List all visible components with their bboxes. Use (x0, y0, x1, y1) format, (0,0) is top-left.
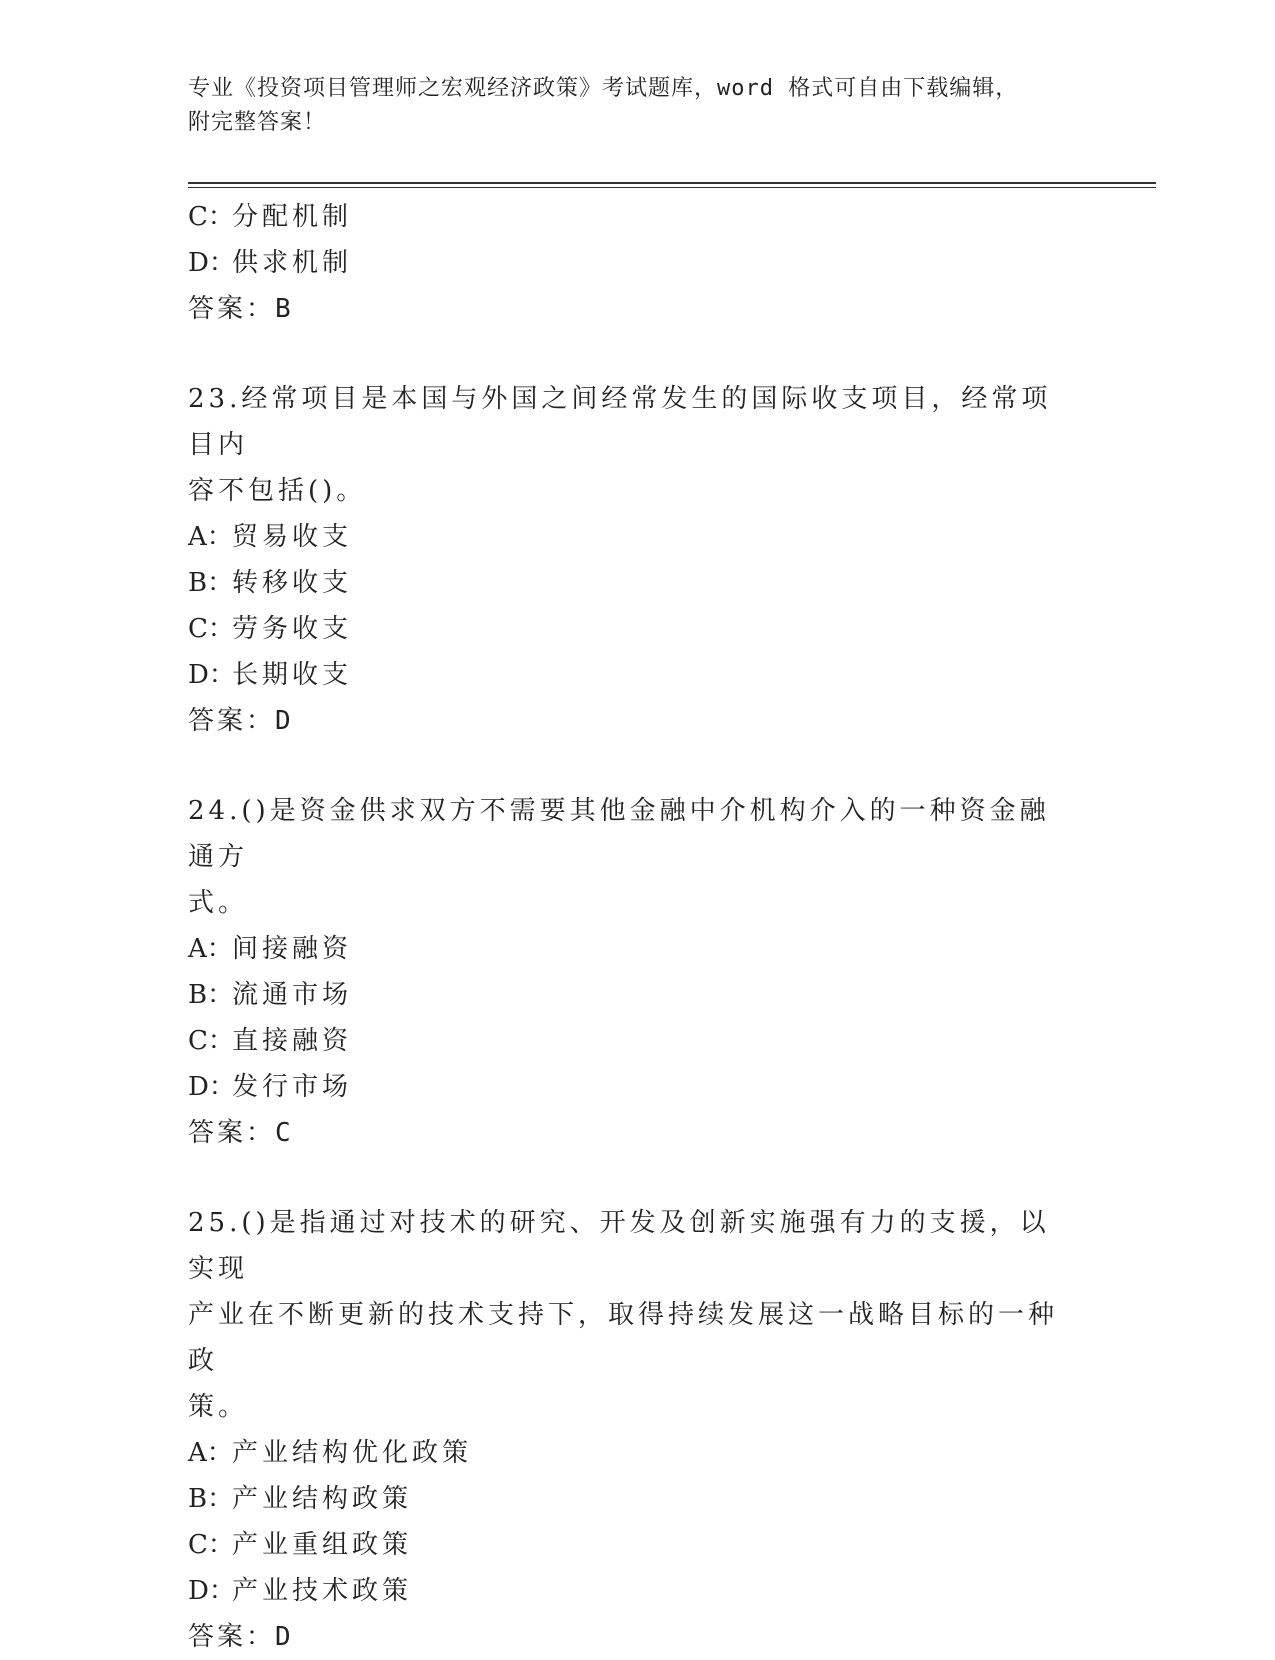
answer (188, 1614, 1156, 1660)
header-divider (188, 182, 1156, 188)
option-letter: C： (188, 202, 234, 232)
document-header (188, 72, 1156, 140)
answer-label: 答案： (188, 1118, 276, 1148)
stem-line: 式。 (188, 888, 249, 918)
option-b (188, 972, 1156, 1018)
option-text: 分配机制 (232, 202, 353, 232)
option-text: 产业技术政策 (232, 1576, 413, 1606)
option-letter: A： (188, 1438, 233, 1468)
document-page (188, 72, 1156, 1660)
answer-value: C (275, 1118, 291, 1148)
answer (188, 1110, 1156, 1156)
option-text: 长期收支 (232, 660, 353, 690)
option-b (188, 560, 1156, 606)
option-letter: A： (188, 522, 233, 552)
option-text: 供求机制 (232, 248, 353, 278)
option-d (188, 1064, 1156, 1110)
option-text: 间接融资 (232, 934, 353, 964)
option-letter: C： (188, 614, 234, 644)
answer (188, 698, 1156, 744)
question-24 (188, 788, 1156, 1156)
stem-line: 策。 (188, 1392, 249, 1422)
answer-label: 答案： (188, 706, 276, 736)
question-22-continued (188, 194, 1156, 332)
option-text: 流通市场 (232, 980, 353, 1010)
option-text: 发行市场 (232, 1072, 353, 1102)
option-a (188, 514, 1156, 560)
option-letter: B： (188, 1484, 234, 1514)
option-d (188, 240, 1156, 286)
answer (188, 286, 1156, 332)
option-letter: D： (188, 248, 235, 278)
option-a (188, 926, 1156, 972)
option-a (188, 1430, 1156, 1476)
answer-value: D (275, 706, 291, 736)
option-text: 产业结构优化政策 (232, 1438, 473, 1468)
option-c (188, 194, 1156, 240)
stem-line: 25.()是指通过对技术的研究、开发及创新实施强有力的支援，以实现 (188, 1208, 1050, 1284)
stem-line: 23.经常项目是本国与外国之间经常发生的国际收支项目，经常项目内 (188, 384, 1052, 460)
question-stem (188, 1200, 1068, 1430)
question-25 (188, 1200, 1156, 1660)
option-letter: C： (188, 1530, 234, 1560)
option-b (188, 1476, 1156, 1522)
stem-line: 产业在不断更新的技术支持下，取得持续发展这一战略目标的一种政 (188, 1300, 1059, 1376)
answer-label: 答案： (188, 294, 276, 324)
header-line-2: 附完整答案！ (188, 110, 327, 135)
answer-label: 答案： (188, 1622, 276, 1652)
stem-line: 容不包括()。 (188, 476, 367, 506)
option-c (188, 1018, 1156, 1064)
option-text: 产业重组政策 (232, 1530, 413, 1560)
option-d (188, 652, 1156, 698)
option-letter: B： (188, 568, 234, 598)
option-d (188, 1568, 1156, 1614)
option-c (188, 606, 1156, 652)
option-letter: D： (188, 660, 235, 690)
option-letter: A： (188, 934, 233, 964)
option-text: 直接融资 (232, 1026, 353, 1056)
answer-value: B (275, 294, 291, 324)
option-letter: D： (188, 1072, 235, 1102)
option-text: 转移收支 (232, 568, 353, 598)
header-line-1: 专业《投资项目管理师之宏观经济政策》考试题库，word 格式可自由下载编辑， (188, 76, 1019, 101)
option-letter: B： (188, 980, 234, 1010)
option-c (188, 1522, 1156, 1568)
answer-value: D (275, 1622, 291, 1652)
question-stem (188, 376, 1068, 514)
option-text: 贸易收支 (232, 522, 353, 552)
option-letter: C： (188, 1026, 234, 1056)
question-stem (188, 788, 1068, 926)
stem-line: 24.()是资金供求双方不需要其他金融中介机构介入的一种资金融通方 (188, 796, 1050, 872)
option-text: 劳务收支 (232, 614, 353, 644)
option-letter: D： (188, 1576, 235, 1606)
option-text: 产业结构政策 (232, 1484, 413, 1514)
question-23 (188, 376, 1156, 744)
document-content (188, 194, 1156, 1660)
